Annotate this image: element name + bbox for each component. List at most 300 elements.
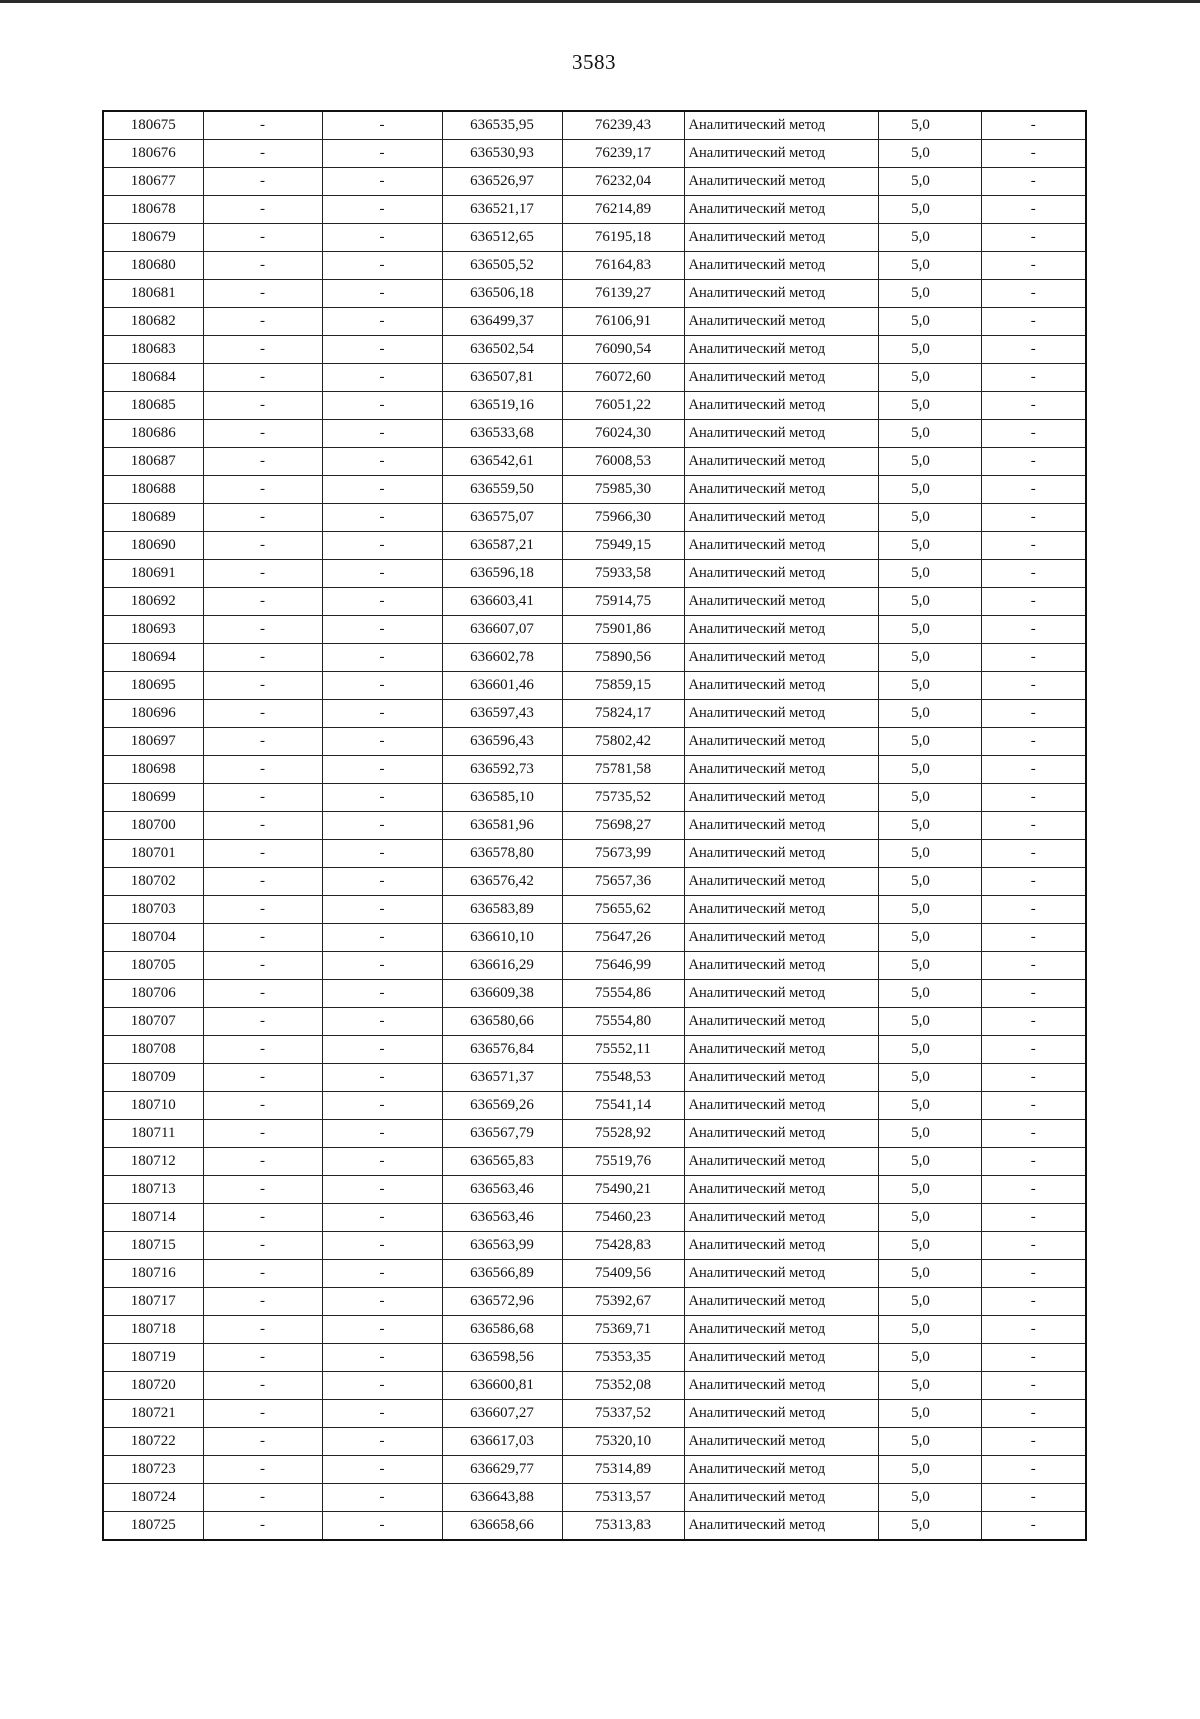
x-coordinate-cell: 636629,77 [442,1456,562,1484]
x-coordinate-cell: 636585,10 [442,784,562,812]
accuracy-cell: 5,0 [878,1512,981,1541]
y-coordinate-cell: 75890,56 [562,644,684,672]
table-row [103,532,1086,560]
table-row [103,1316,1086,1344]
method-cell: Аналитический метод [684,952,878,980]
empty-value-cell: - [322,1092,442,1120]
empty-value-cell: - [981,1512,1086,1541]
empty-value-cell: - [203,336,322,364]
point-number-cell: 180702 [103,868,203,896]
table-row [103,1204,1086,1232]
table-row [103,476,1086,504]
coordinates-table [102,110,1087,1541]
empty-value-cell: - [322,1176,442,1204]
accuracy-cell: 5,0 [878,1092,981,1120]
accuracy-cell: 5,0 [878,1484,981,1512]
accuracy-cell: 5,0 [878,1232,981,1260]
empty-value-cell: - [203,1064,322,1092]
empty-value-cell: - [322,476,442,504]
empty-value-cell: - [981,924,1086,952]
method-cell: Аналитический метод [684,1008,878,1036]
method-cell: Аналитический метод [684,1484,878,1512]
x-coordinate-cell: 636596,43 [442,728,562,756]
method-cell: Аналитический метод [684,364,878,392]
method-cell: Аналитический метод [684,700,878,728]
table-row [103,644,1086,672]
empty-value-cell: - [203,980,322,1008]
accuracy-cell: 5,0 [878,1036,981,1064]
empty-value-cell: - [203,560,322,588]
y-coordinate-cell: 76072,60 [562,364,684,392]
empty-value-cell: - [203,1288,322,1316]
empty-value-cell: - [981,196,1086,224]
x-coordinate-cell: 636571,37 [442,1064,562,1092]
x-coordinate-cell: 636587,21 [442,532,562,560]
accuracy-cell: 5,0 [878,168,981,196]
empty-value-cell: - [322,168,442,196]
empty-value-cell: - [981,420,1086,448]
table-row [103,448,1086,476]
x-coordinate-cell: 636563,99 [442,1232,562,1260]
y-coordinate-cell: 75673,99 [562,840,684,868]
table-row [103,1064,1086,1092]
empty-value-cell: - [981,111,1086,140]
method-cell: Аналитический метод [684,896,878,924]
x-coordinate-cell: 636609,38 [442,980,562,1008]
table-row [103,1176,1086,1204]
x-coordinate-cell: 636596,18 [442,560,562,588]
accuracy-cell: 5,0 [878,111,981,140]
method-cell: Аналитический метод [684,1148,878,1176]
method-cell: Аналитический метод [684,756,878,784]
point-number-cell: 180722 [103,1428,203,1456]
empty-value-cell: - [322,532,442,560]
accuracy-cell: 5,0 [878,1148,981,1176]
accuracy-cell: 5,0 [878,1176,981,1204]
y-coordinate-cell: 75552,11 [562,1036,684,1064]
method-cell: Аналитический метод [684,336,878,364]
table-row [103,840,1086,868]
empty-value-cell: - [322,504,442,532]
y-coordinate-cell: 76195,18 [562,224,684,252]
point-number-cell: 180707 [103,1008,203,1036]
y-coordinate-cell: 76139,27 [562,280,684,308]
method-cell: Аналитический метод [684,252,878,280]
point-number-cell: 180685 [103,392,203,420]
x-coordinate-cell: 636583,89 [442,896,562,924]
method-cell: Аналитический метод [684,420,878,448]
x-coordinate-cell: 636521,17 [442,196,562,224]
y-coordinate-cell: 75392,67 [562,1288,684,1316]
empty-value-cell: - [981,280,1086,308]
accuracy-cell: 5,0 [878,812,981,840]
method-cell: Аналитический метод [684,448,878,476]
empty-value-cell: - [981,532,1086,560]
empty-value-cell: - [981,700,1086,728]
empty-value-cell: - [981,476,1086,504]
empty-value-cell: - [203,1484,322,1512]
table-row [103,1456,1086,1484]
point-number-cell: 180689 [103,504,203,532]
method-cell: Аналитический метод [684,1316,878,1344]
empty-value-cell: - [203,1400,322,1428]
empty-value-cell: - [981,1232,1086,1260]
x-coordinate-cell: 636572,96 [442,1288,562,1316]
y-coordinate-cell: 75646,99 [562,952,684,980]
accuracy-cell: 5,0 [878,728,981,756]
top-border-line [0,0,1200,3]
empty-value-cell: - [203,224,322,252]
accuracy-cell: 5,0 [878,1372,981,1400]
table-row [103,1372,1086,1400]
y-coordinate-cell: 75735,52 [562,784,684,812]
point-number-cell: 180704 [103,924,203,952]
table-row [103,1092,1086,1120]
x-coordinate-cell: 636542,61 [442,448,562,476]
y-coordinate-cell: 75314,89 [562,1456,684,1484]
accuracy-cell: 5,0 [878,896,981,924]
x-coordinate-cell: 636597,43 [442,700,562,728]
empty-value-cell: - [981,1316,1086,1344]
method-cell: Аналитический метод [684,784,878,812]
method-cell: Аналитический метод [684,1120,878,1148]
point-number-cell: 180705 [103,952,203,980]
empty-value-cell: - [203,196,322,224]
method-cell: Аналитический метод [684,924,878,952]
empty-value-cell: - [981,224,1086,252]
x-coordinate-cell: 636506,18 [442,280,562,308]
empty-value-cell: - [203,672,322,700]
x-coordinate-cell: 636535,95 [442,111,562,140]
point-number-cell: 180713 [103,1176,203,1204]
method-cell: Аналитический метод [684,868,878,896]
empty-value-cell: - [322,1372,442,1400]
empty-value-cell: - [981,392,1086,420]
x-coordinate-cell: 636565,83 [442,1148,562,1176]
empty-value-cell: - [322,840,442,868]
point-number-cell: 180676 [103,140,203,168]
empty-value-cell: - [981,1092,1086,1120]
x-coordinate-cell: 636519,16 [442,392,562,420]
empty-value-cell: - [203,392,322,420]
empty-value-cell: - [203,1428,322,1456]
empty-value-cell: - [981,364,1086,392]
empty-value-cell: - [981,672,1086,700]
empty-value-cell: - [981,168,1086,196]
empty-value-cell: - [322,896,442,924]
accuracy-cell: 5,0 [878,1064,981,1092]
table-row [103,1400,1086,1428]
table-row [103,336,1086,364]
method-cell: Аналитический метод [684,616,878,644]
method-cell: Аналитический метод [684,1064,878,1092]
table-row [103,560,1086,588]
empty-value-cell: - [322,728,442,756]
table-row [103,1484,1086,1512]
empty-value-cell: - [981,756,1086,784]
empty-value-cell: - [981,1204,1086,1232]
x-coordinate-cell: 636578,80 [442,840,562,868]
empty-value-cell: - [203,952,322,980]
table-row [103,896,1086,924]
empty-value-cell: - [203,1008,322,1036]
x-coordinate-cell: 636563,46 [442,1176,562,1204]
y-coordinate-cell: 75824,17 [562,700,684,728]
method-cell: Аналитический метод [684,980,878,1008]
table-row [103,728,1086,756]
method-cell: Аналитический метод [684,140,878,168]
point-number-cell: 180723 [103,1456,203,1484]
empty-value-cell: - [203,140,322,168]
empty-value-cell: - [203,784,322,812]
method-cell: Аналитический метод [684,168,878,196]
method-cell: Аналитический метод [684,392,878,420]
table-row [103,1232,1086,1260]
point-number-cell: 180719 [103,1344,203,1372]
point-number-cell: 180694 [103,644,203,672]
point-number-cell: 180687 [103,448,203,476]
empty-value-cell: - [322,1400,442,1428]
y-coordinate-cell: 75802,42 [562,728,684,756]
method-cell: Аналитический метод [684,532,878,560]
y-coordinate-cell: 76106,91 [562,308,684,336]
x-coordinate-cell: 636602,78 [442,644,562,672]
empty-value-cell: - [322,1148,442,1176]
empty-value-cell: - [981,1036,1086,1064]
point-number-cell: 180688 [103,476,203,504]
method-cell: Аналитический метод [684,1232,878,1260]
empty-value-cell: - [981,840,1086,868]
empty-value-cell: - [203,1260,322,1288]
method-cell: Аналитический метод [684,224,878,252]
empty-value-cell: - [981,252,1086,280]
table-row [103,392,1086,420]
empty-value-cell: - [203,1036,322,1064]
x-coordinate-cell: 636526,97 [442,168,562,196]
y-coordinate-cell: 75428,83 [562,1232,684,1260]
empty-value-cell: - [203,616,322,644]
empty-value-cell: - [203,1344,322,1372]
accuracy-cell: 5,0 [878,700,981,728]
empty-value-cell: - [981,1148,1086,1176]
empty-value-cell: - [981,896,1086,924]
point-number-cell: 180714 [103,1204,203,1232]
empty-value-cell: - [322,420,442,448]
point-number-cell: 180699 [103,784,203,812]
accuracy-cell: 5,0 [878,756,981,784]
table-row [103,1008,1086,1036]
table-row [103,1512,1086,1541]
accuracy-cell: 5,0 [878,644,981,672]
table-row [103,1148,1086,1176]
y-coordinate-cell: 75914,75 [562,588,684,616]
x-coordinate-cell: 636576,42 [442,868,562,896]
accuracy-cell: 5,0 [878,1288,981,1316]
point-number-cell: 180725 [103,1512,203,1541]
point-number-cell: 180720 [103,1372,203,1400]
method-cell: Аналитический метод [684,111,878,140]
y-coordinate-cell: 75313,57 [562,1484,684,1512]
x-coordinate-cell: 636575,07 [442,504,562,532]
table-row [103,308,1086,336]
empty-value-cell: - [203,252,322,280]
method-cell: Аналитический метод [684,280,878,308]
table-row [103,420,1086,448]
table-row [103,111,1086,140]
empty-value-cell: - [322,224,442,252]
accuracy-cell: 5,0 [878,924,981,952]
empty-value-cell: - [981,1064,1086,1092]
empty-value-cell: - [322,616,442,644]
empty-value-cell: - [203,700,322,728]
method-cell: Аналитический метод [684,1288,878,1316]
table-row [103,672,1086,700]
page-number: 3583 [572,50,616,74]
y-coordinate-cell: 75966,30 [562,504,684,532]
y-coordinate-cell: 75859,15 [562,672,684,700]
y-coordinate-cell: 75353,35 [562,1344,684,1372]
accuracy-cell: 5,0 [878,364,981,392]
empty-value-cell: - [203,280,322,308]
y-coordinate-cell: 75460,23 [562,1204,684,1232]
empty-value-cell: - [322,1064,442,1092]
x-coordinate-cell: 636559,50 [442,476,562,504]
empty-value-cell: - [203,1092,322,1120]
table-row [103,700,1086,728]
accuracy-cell: 5,0 [878,280,981,308]
empty-value-cell: - [203,1232,322,1260]
y-coordinate-cell: 75554,80 [562,1008,684,1036]
empty-value-cell: - [203,1456,322,1484]
y-coordinate-cell: 75369,71 [562,1316,684,1344]
table-body [103,111,1086,1540]
empty-value-cell: - [322,1316,442,1344]
method-cell: Аналитический метод [684,1456,878,1484]
table-row [103,784,1086,812]
point-number-cell: 180675 [103,111,203,140]
y-coordinate-cell: 76214,89 [562,196,684,224]
table-row [103,756,1086,784]
method-cell: Аналитический метод [684,588,878,616]
x-coordinate-cell: 636616,29 [442,952,562,980]
empty-value-cell: - [322,280,442,308]
empty-value-cell: - [322,140,442,168]
empty-value-cell: - [322,196,442,224]
accuracy-cell: 5,0 [878,476,981,504]
x-coordinate-cell: 636643,88 [442,1484,562,1512]
table-row [103,364,1086,392]
point-number-cell: 180697 [103,728,203,756]
empty-value-cell: - [981,812,1086,840]
x-coordinate-cell: 636512,65 [442,224,562,252]
table-row [103,504,1086,532]
table-row [103,224,1086,252]
empty-value-cell: - [322,644,442,672]
x-coordinate-cell: 636566,89 [442,1260,562,1288]
empty-value-cell: - [981,952,1086,980]
y-coordinate-cell: 75933,58 [562,560,684,588]
method-cell: Аналитический метод [684,196,878,224]
y-coordinate-cell: 75519,76 [562,1148,684,1176]
empty-value-cell: - [203,1176,322,1204]
x-coordinate-cell: 636567,79 [442,1120,562,1148]
empty-value-cell: - [203,840,322,868]
x-coordinate-cell: 636569,26 [442,1092,562,1120]
empty-value-cell: - [203,1120,322,1148]
empty-value-cell: - [322,1036,442,1064]
y-coordinate-cell: 75949,15 [562,532,684,560]
empty-value-cell: - [981,980,1086,1008]
x-coordinate-cell: 636658,66 [442,1512,562,1541]
x-coordinate-cell: 636598,56 [442,1344,562,1372]
method-cell: Аналитический метод [684,560,878,588]
accuracy-cell: 5,0 [878,420,981,448]
empty-value-cell: - [322,448,442,476]
method-cell: Аналитический метод [684,1204,878,1232]
accuracy-cell: 5,0 [878,672,981,700]
point-number-cell: 180710 [103,1092,203,1120]
empty-value-cell: - [203,868,322,896]
empty-value-cell: - [322,308,442,336]
empty-value-cell: - [322,1512,442,1541]
empty-value-cell: - [981,1176,1086,1204]
empty-value-cell: - [981,1008,1086,1036]
x-coordinate-cell: 636580,66 [442,1008,562,1036]
x-coordinate-cell: 636530,93 [442,140,562,168]
accuracy-cell: 5,0 [878,980,981,1008]
empty-value-cell: - [981,1288,1086,1316]
accuracy-cell: 5,0 [878,196,981,224]
point-number-cell: 180701 [103,840,203,868]
empty-value-cell: - [322,952,442,980]
method-cell: Аналитический метод [684,840,878,868]
point-number-cell: 180693 [103,616,203,644]
x-coordinate-cell: 636533,68 [442,420,562,448]
accuracy-cell: 5,0 [878,448,981,476]
point-number-cell: 180700 [103,812,203,840]
y-coordinate-cell: 75698,27 [562,812,684,840]
empty-value-cell: - [981,868,1086,896]
y-coordinate-cell: 75657,36 [562,868,684,896]
empty-value-cell: - [322,784,442,812]
empty-value-cell: - [322,924,442,952]
accuracy-cell: 5,0 [878,392,981,420]
method-cell: Аналитический метод [684,476,878,504]
method-cell: Аналитический метод [684,728,878,756]
table-row [103,1260,1086,1288]
accuracy-cell: 5,0 [878,224,981,252]
empty-value-cell: - [322,588,442,616]
empty-value-cell: - [322,1008,442,1036]
x-coordinate-cell: 636499,37 [442,308,562,336]
y-coordinate-cell: 75548,53 [562,1064,684,1092]
y-coordinate-cell: 75313,83 [562,1512,684,1541]
accuracy-cell: 5,0 [878,868,981,896]
table-row [103,168,1086,196]
empty-value-cell: - [203,756,322,784]
empty-value-cell: - [322,252,442,280]
point-number-cell: 180684 [103,364,203,392]
point-number-cell: 180718 [103,1316,203,1344]
empty-value-cell: - [322,812,442,840]
empty-value-cell: - [322,1260,442,1288]
x-coordinate-cell: 636576,84 [442,1036,562,1064]
y-coordinate-cell: 75409,56 [562,1260,684,1288]
empty-value-cell: - [981,784,1086,812]
y-coordinate-cell: 75901,86 [562,616,684,644]
empty-value-cell: - [322,1484,442,1512]
empty-value-cell: - [203,168,322,196]
